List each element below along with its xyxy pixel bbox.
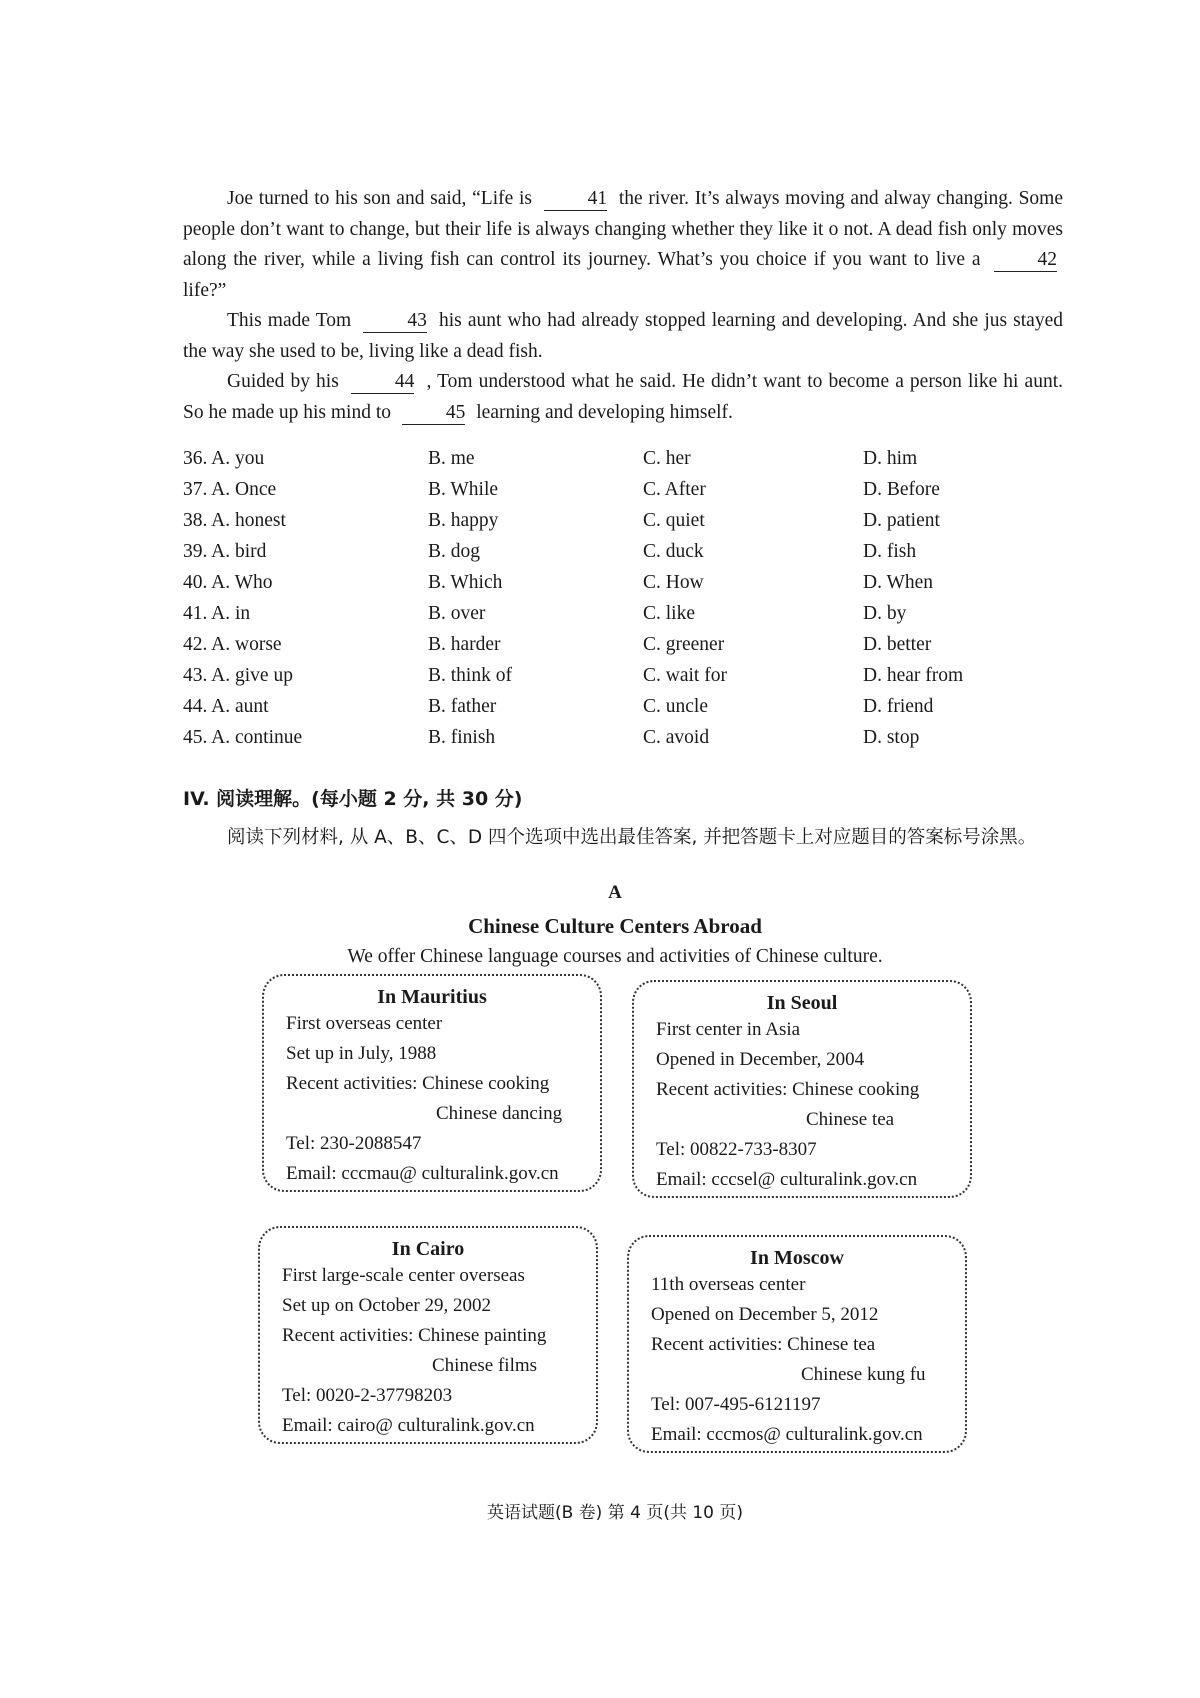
card-title: In Cairo bbox=[391, 1238, 465, 1260]
option-a: 36. A. you bbox=[183, 448, 265, 469]
option-d: D. better bbox=[863, 634, 932, 655]
option-c: C. uncle bbox=[643, 696, 708, 717]
question-row bbox=[183, 603, 1063, 634]
card-line: Opened in December, 2004 bbox=[656, 1049, 865, 1070]
card-line: Recent activities: Chinese tea bbox=[651, 1334, 876, 1355]
card-title: In Seoul bbox=[766, 992, 838, 1014]
question-row bbox=[183, 572, 1063, 603]
section-instruction: 阅读下列材料, 从 A、B、C、D 四个选项中选出最佳答案, 并把答题卡上对应题目的答案标号涂黑。 bbox=[227, 827, 1037, 848]
blank-43: 43 bbox=[363, 310, 427, 333]
paragraph-2-part-b: his aunt who had already stopped learning and developing. And she jus stayed the way she used to be, living like a dead fish. bbox=[183, 310, 1063, 362]
card-line: 11th overseas center bbox=[651, 1274, 806, 1295]
card-tel: Tel: 00822-733-8307 bbox=[656, 1139, 817, 1160]
section-title: IV. 阅读理解。(每小题 2 分, 共 30 分) bbox=[183, 788, 523, 810]
option-d: D. friend bbox=[863, 696, 934, 717]
page-footer: 英语试题(B 卷) 第 4 页(共 10 页) bbox=[486, 1503, 744, 1523]
paragraph-3-part-c: learning and developing himself. bbox=[476, 401, 733, 423]
blank-45: 45 bbox=[402, 402, 466, 425]
option-b: B. think of bbox=[428, 665, 512, 686]
question-row bbox=[183, 479, 1063, 510]
paragraph-2 bbox=[183, 306, 1063, 367]
option-b: B. harder bbox=[428, 634, 501, 655]
paragraph-3-part-a: Guided by his bbox=[227, 371, 339, 392]
option-d: D. Before bbox=[863, 479, 940, 500]
center-card-moscow bbox=[627, 1235, 967, 1453]
option-d: D. When bbox=[863, 572, 934, 593]
option-c: C. like bbox=[643, 603, 695, 624]
card-email: Email: cccmau@ culturalink.gov.cn bbox=[286, 1163, 559, 1184]
option-b: B. dog bbox=[428, 541, 481, 562]
option-a: 43. A. give up bbox=[183, 665, 293, 686]
option-b: B. Which bbox=[428, 572, 503, 593]
option-b: B. father bbox=[428, 696, 497, 717]
option-c: C. wait for bbox=[643, 665, 727, 686]
card-line: Chinese kung fu bbox=[801, 1364, 926, 1385]
option-c: C. quiet bbox=[643, 510, 705, 531]
question-row bbox=[183, 665, 1063, 696]
option-a: 41. A. in bbox=[183, 603, 251, 624]
card-line: First center in Asia bbox=[656, 1019, 801, 1040]
question-row bbox=[183, 510, 1063, 541]
card-line: Recent activities: Chinese cooking bbox=[286, 1073, 550, 1094]
option-a: 37. A. Once bbox=[183, 479, 277, 500]
option-d: D. patient bbox=[863, 510, 940, 531]
paragraph-3-part-b: , Tom understood what he said. He didn’t want to become a person like hi aunt. So he made up his mind to bbox=[183, 371, 1063, 423]
option-d: D. hear from bbox=[863, 665, 964, 686]
card-title: In Mauritius bbox=[377, 986, 487, 1008]
option-a: 44. A. aunt bbox=[183, 696, 269, 717]
option-d: D. him bbox=[863, 448, 918, 469]
option-a: 38. A. honest bbox=[183, 510, 286, 531]
option-b: B. happy bbox=[428, 510, 499, 531]
card-email: Email: cccsel@ culturalink.gov.cn bbox=[656, 1169, 918, 1190]
option-b: B. finish bbox=[428, 727, 496, 748]
option-c: C. avoid bbox=[643, 727, 710, 748]
question-row bbox=[183, 634, 1063, 665]
option-b: B. over bbox=[428, 603, 486, 624]
card-line: Opened on December 5, 2012 bbox=[651, 1304, 879, 1325]
question-row bbox=[183, 541, 1063, 572]
card-line: Set up in July, 1988 bbox=[286, 1043, 437, 1064]
card-tel: Tel: 230-2088547 bbox=[286, 1133, 422, 1154]
option-a: 45. A. continue bbox=[183, 727, 303, 748]
paragraph-1-part-b: the river. It’s always moving and alway changing. Some people don’t want to change, but their life is always changing whether they like it o not. A dead fish only moves along the river, while a living fish can control its journey. What’s you choice if you want to live a bbox=[183, 188, 1064, 270]
option-c: C. How bbox=[643, 572, 704, 593]
card-line: Chinese dancing bbox=[436, 1103, 563, 1124]
card-email: Email: cairo@ culturalink.gov.cn bbox=[282, 1415, 535, 1436]
card-line: Recent activities: Chinese cooking bbox=[656, 1079, 920, 1100]
paragraph-3 bbox=[183, 367, 1063, 428]
blank-41: 41 bbox=[544, 188, 608, 211]
center-card-cairo bbox=[258, 1226, 598, 1444]
option-c: C. greener bbox=[643, 634, 725, 655]
card-line: First overseas center bbox=[286, 1013, 443, 1034]
option-d: D. by bbox=[863, 603, 907, 624]
question-row bbox=[183, 696, 1063, 727]
option-d: D. fish bbox=[863, 541, 917, 562]
answer-options bbox=[183, 448, 1063, 758]
passage-subtitle: We offer Chinese language courses and activities of Chinese culture. bbox=[347, 946, 883, 967]
center-card-mauritius bbox=[262, 974, 602, 1192]
card-line: Chinese tea bbox=[806, 1109, 895, 1130]
paragraph-2-part-a: This made Tom bbox=[227, 310, 352, 331]
option-b: B. While bbox=[428, 479, 499, 500]
paragraph-1-part-a: Joe turned to his son and said, “Life is bbox=[227, 188, 532, 209]
passage-letter: A bbox=[608, 882, 622, 903]
option-d: D. stop bbox=[863, 727, 920, 748]
option-a: 39. A. bird bbox=[183, 541, 267, 562]
card-email: Email: cccmos@ culturalink.gov.cn bbox=[651, 1424, 923, 1445]
option-a: 40. A. Who bbox=[183, 572, 273, 593]
blank-44: 44 bbox=[351, 371, 415, 394]
card-line: Recent activities: Chinese painting bbox=[282, 1325, 547, 1346]
card-tel: Tel: 0020-2-37798203 bbox=[282, 1385, 453, 1406]
option-c: C. duck bbox=[643, 541, 704, 562]
question-row bbox=[183, 727, 1063, 758]
option-a: 42. A. worse bbox=[183, 634, 282, 655]
card-tel: Tel: 007-495-6121197 bbox=[651, 1394, 821, 1415]
card-line: Set up on October 29, 2002 bbox=[282, 1295, 491, 1316]
option-b: B. me bbox=[428, 448, 475, 469]
paragraph-1 bbox=[183, 184, 1063, 306]
card-title: In Moscow bbox=[750, 1247, 844, 1269]
blank-42: 42 bbox=[994, 249, 1058, 272]
card-line: First large-scale center overseas bbox=[282, 1265, 525, 1286]
question-row bbox=[183, 448, 1063, 479]
center-card-seoul bbox=[632, 980, 972, 1198]
passage-title: Chinese Culture Centers Abroad bbox=[468, 914, 762, 938]
option-c: C. her bbox=[643, 448, 691, 469]
card-line: Chinese films bbox=[432, 1355, 538, 1376]
paragraph-1-part-c: life?” bbox=[183, 279, 227, 301]
option-c: C. After bbox=[643, 479, 706, 500]
